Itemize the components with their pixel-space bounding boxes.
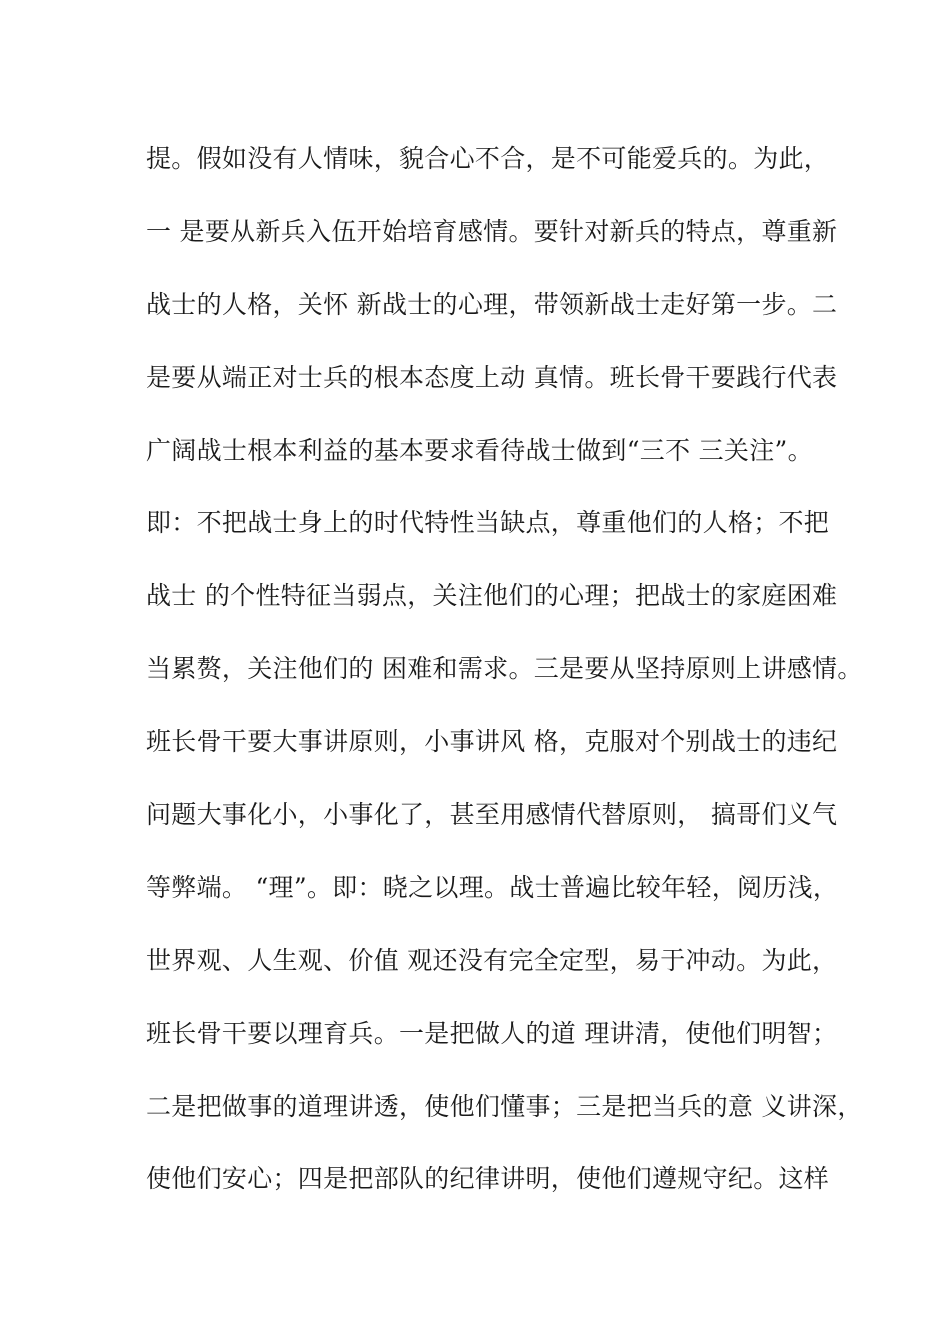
text-line: 等弊端。 “理”。即：晓之以理。战士普遍比较年轻，阅历浅， xyxy=(146,872,839,902)
text-line: 问题大事化小，小事化了，甚至用感情代替原则， 搞哥们义气 xyxy=(146,800,838,830)
text-line: 一 是要从新兵入伍开始培育感情。要针对新兵的特点，尊重新 xyxy=(146,216,838,246)
text-line: 广阔战士根本利益的基本要求看待战士做到“三不 三关注”。 xyxy=(146,435,813,465)
text-line: 使他们安心；四是把部队的纪律讲明，使他们遵规守纪。这样 xyxy=(146,1164,830,1194)
text-line: 当累赘，关注他们的 困难和需求。三是要从坚持原则上讲感情。 xyxy=(146,654,863,684)
text-line: 班长骨干要大事讲原则，小事讲风 格，克服对个别战士的违纪 xyxy=(146,727,838,757)
text-line: 战士 的个性特征当弱点，关注他们的心理；把战士的家庭困难 xyxy=(146,581,838,611)
text-line: 即：不把战士身上的时代特性当缺点，尊重他们的人格；不把 xyxy=(146,508,830,538)
text-line: 战士的人格，关怀 新战士的心理，带领新战士走好第一步。二 xyxy=(146,289,838,319)
text-line: 提。假如没有人情味，貌合心不合，是不可能爱兵的。为此， xyxy=(146,144,830,173)
text-line: 是要从端正对士兵的根本态度上动 真情。班长骨干要践行代表 xyxy=(146,362,838,392)
text-line: 二是把做事的道理讲透，使他们懂事；三是把当兵的意 义讲深， xyxy=(146,1091,863,1121)
body-text xyxy=(146,133,863,1226)
text-line: 世界观、人生观、价值 观还没有完全定型，易于冲动。为此， xyxy=(146,945,838,975)
text-line: 班长骨干要以理育兵。一是把做人的道 理讲清，使他们明智； xyxy=(146,1018,838,1048)
